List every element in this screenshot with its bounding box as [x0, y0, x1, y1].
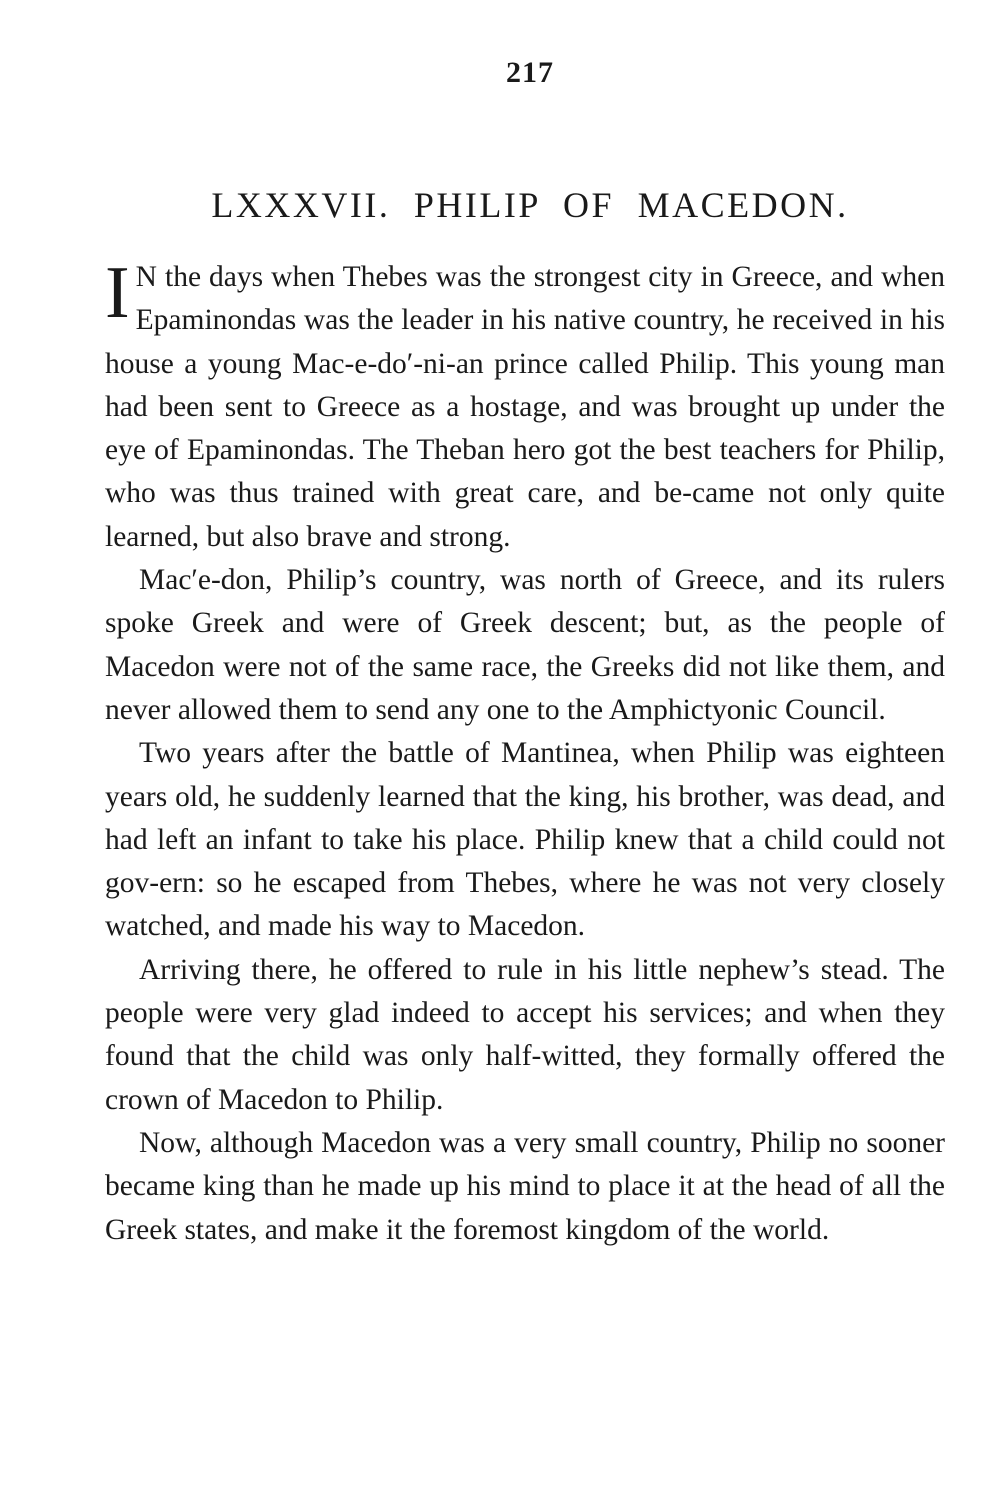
paragraph-1-text: N the days when Thebes was the strongest city in Greece, and when Epaminondas was the leader in his native country, he received in his house a young Mac-e-do′-ni-an prince called Philip. This young man had been sent to Greece as a hostage, and was brought up under the eye of Epaminondas. The Theban hero got the best teachers for Philip, who was thus trained with great care, and be-came not only quite learned, but also brave and strong. — [105, 261, 945, 553]
paragraph-3: Two years after the battle of Mantinea, when Philip was eighteen years old, he suddenly learned that the king, his brother, was dead, and had left an infant to take his place. Philip knew that a child could not gov-ern: so he escaped from Thebes, where he was not very closely watched, and made his way to Macedon. — [105, 737, 945, 943]
chapter-body — [105, 252, 945, 1252]
paragraph-5: Now, although Macedon was a very small country, Philip no sooner became king than he made up his mind to place it at the head of all the Greek states, and make it the foremost kingdom of the world. — [105, 1126, 945, 1246]
chapter-title: LXXXVII. PHILIP OF MACEDON. — [211, 185, 849, 225]
drop-cap: I — [105, 252, 130, 334]
page-number: 217 — [506, 56, 554, 89]
paragraph-4: Arriving there, he offered to rule in his little nephew’s stead. The people were very glad indeed to accept his services; and when they found that the child was only half-witted, they formally offered the crown of Macedon to Philip. — [105, 953, 945, 1116]
paragraph-1 — [105, 252, 945, 559]
paragraph-2: Mac′e-don, Philip’s country, was north of Greece, and its rulers spoke Greek and were of Greek descent; but, as the people of Macedon were not of the same race, the Greeks did not like them, and never allowed them to send any one to the Amphictyonic Council. — [105, 564, 945, 726]
